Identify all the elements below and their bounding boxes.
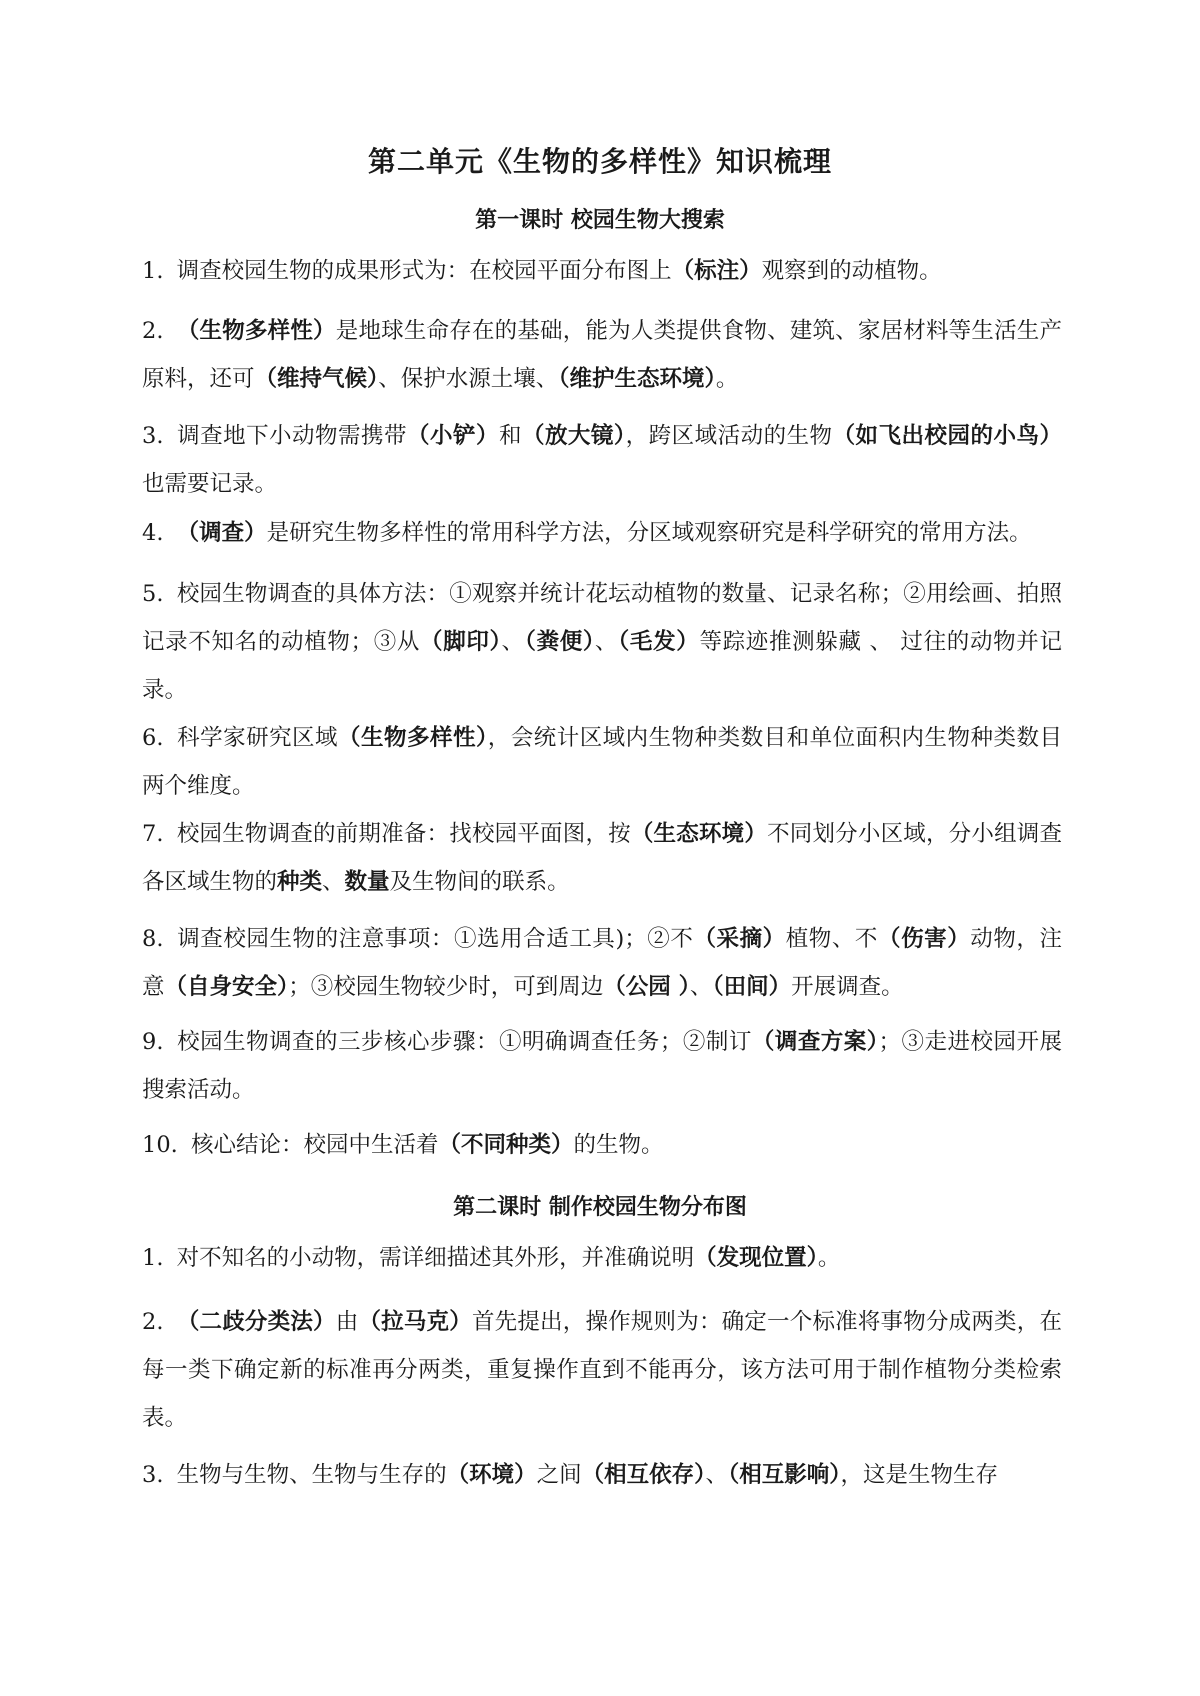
- highlighted-term: （毛发）: [618, 629, 700, 655]
- highlighted-term: （维持气候）: [254, 366, 379, 392]
- item-text: 由: [335, 1309, 359, 1335]
- highlighted-term: （如飞出校园的小鸟）: [832, 423, 1062, 449]
- item-text: 及生物间的联系。: [389, 869, 570, 895]
- lesson1-heading: 第一课时 校园生物大搜索: [475, 208, 725, 233]
- item-text: 和: [498, 423, 522, 449]
- highlighted-term: （生物多样性）: [176, 318, 336, 344]
- list-item: [142, 915, 1062, 1011]
- item-text: 校园生物调查的具体方法：①观察并统计花坛动植物的数量、记录名称；②用绘画、拍照记录不知名的动植物；③从: [142, 581, 1062, 655]
- highlighted-term: （调查）: [176, 520, 267, 546]
- highlighted-term: （自身安全）: [164, 974, 289, 1000]
- item-text: 、: [705, 1462, 728, 1488]
- document-title: 第二单元《生物的多样性》知识梳理: [367, 145, 832, 178]
- highlighted-term: （小铲）: [407, 423, 499, 449]
- item-text: 对不知名的小动物，需详细描述其外形，并准确说明: [176, 1245, 695, 1271]
- item-number: 3.: [142, 1462, 171, 1488]
- item-text: 也需要记录。: [142, 471, 278, 497]
- item-text: 调查地下小动物需携带: [177, 423, 407, 449]
- item-text: 校园生物调查的三步核心步骤：①明确调查任务；②制订: [177, 1029, 752, 1055]
- item-number: 9.: [142, 1029, 172, 1055]
- list-item: [142, 412, 1062, 508]
- item-text: 是研究生物多样性的常用科学方法，分区域观察研究是科学研究的常用方法。: [266, 520, 1032, 546]
- highlighted-term: （田间）: [712, 974, 792, 1000]
- list-item: [142, 247, 1062, 295]
- item-number: 3.: [142, 423, 172, 449]
- item-text: 首先提出，操作规则为：确定一个标准将事物分成两类，在每一类下确定新的标准再分两类，重复操作直到不能再分，该方法可用于制作植物分类检索表。: [142, 1309, 1062, 1431]
- list-item: [142, 307, 1062, 403]
- lesson2-heading: 第二课时 制作校园生物分布图: [453, 1195, 747, 1220]
- highlighted-term: （伤害）: [878, 926, 971, 952]
- item-text: 等踪迹推测躲藏 、 过往的动物并记录。: [142, 629, 1062, 703]
- highlighted-term: （相互依存）: [581, 1462, 706, 1488]
- item-text: 不同划分小区域，分小组调查各区域生物的: [142, 821, 1062, 895]
- item-text: 、: [322, 869, 345, 895]
- list-item: [142, 714, 1062, 810]
- item-number: 7.: [142, 821, 171, 847]
- item-text: 是地球生命存在的基础，能为人类提供食物、建筑、家居材料等生活生产原料，还可: [142, 318, 1062, 392]
- item-number: 2.: [142, 1309, 171, 1335]
- highlighted-term: （不同种类）: [438, 1132, 574, 1158]
- item-text: 科学家研究区域: [177, 725, 339, 751]
- highlighted-term: 种类: [277, 869, 323, 895]
- highlighted-term: 数量: [344, 869, 390, 895]
- highlighted-term: （拉马克）: [358, 1309, 472, 1335]
- item-number: 1.: [142, 258, 171, 284]
- highlighted-term: （二歧分类法）: [176, 1309, 336, 1335]
- highlighted-term: （环境）: [446, 1462, 537, 1488]
- highlighted-term: （发现位置）: [694, 1245, 818, 1271]
- highlighted-term: （相互影响）: [727, 1462, 841, 1488]
- item-text: 生物与生物、生物与生存的: [176, 1462, 447, 1488]
- item-text: ；③走进校园开展搜索活动。: [142, 1029, 1062, 1103]
- item-number: 5.: [142, 581, 171, 607]
- list-item: [142, 570, 1062, 714]
- item-text: ，会统计区域内生物种类数目和单位面积内生物种类数目两个维度。: [142, 725, 1062, 799]
- item-text: 、: [594, 629, 618, 655]
- item-text: 。: [817, 1245, 841, 1271]
- item-number: 4.: [142, 520, 171, 546]
- list-item: [142, 1451, 1062, 1499]
- list-item: [142, 1298, 1062, 1442]
- item-text: 调查校园生物的成果形式为：在校园平面分布图上: [176, 258, 672, 284]
- list-item: [142, 810, 1062, 906]
- highlighted-term: （维护生态环境）: [558, 366, 716, 392]
- highlighted-term: （标注）: [671, 258, 762, 284]
- highlighted-term: （脚印）: [420, 629, 502, 655]
- item-text: 动物，注意: [142, 926, 1062, 1000]
- highlighted-term: （公园 ）: [603, 974, 690, 1000]
- highlighted-term: （采摘）: [693, 926, 786, 952]
- item-text: 、: [689, 974, 713, 1000]
- item-text: 。: [715, 366, 739, 392]
- highlighted-term: （粪便）: [524, 629, 595, 655]
- list-item: [142, 1018, 1062, 1114]
- item-text: 之间: [536, 1462, 582, 1488]
- item-number: 6.: [142, 725, 172, 751]
- list-item: [142, 1234, 1062, 1282]
- highlighted-term: （生态环境）: [630, 821, 768, 847]
- item-text: 核心结论：校园中生活着: [190, 1132, 439, 1158]
- item-text: ，这是生物生存: [840, 1462, 998, 1488]
- item-text: 调查校园生物的注意事项：①选用合适工具)；②不: [177, 926, 694, 952]
- item-text: 观察到的动植物。: [761, 258, 942, 284]
- item-text: 、: [501, 629, 525, 655]
- item-number: 8.: [142, 926, 172, 952]
- item-text: 校园生物调查的前期准备：找校园平面图，按: [176, 821, 631, 847]
- item-text: 开展调查。: [791, 974, 904, 1000]
- list-item: [142, 1121, 1062, 1169]
- list-item: [142, 509, 1062, 557]
- item-number: 2.: [142, 318, 171, 344]
- item-text: 、保护水源土壤、: [378, 366, 559, 392]
- item-number: 10.: [142, 1132, 185, 1158]
- highlighted-term: （调查方案）: [751, 1029, 879, 1055]
- item-text: ，跨区域活动的生物: [625, 423, 833, 449]
- highlighted-term: （放大镜）: [521, 423, 626, 449]
- item-number: 1.: [142, 1245, 171, 1271]
- item-text: 的生物。: [573, 1132, 664, 1158]
- item-text: ；③校园生物较少时，可到周边: [288, 974, 604, 1000]
- item-text: 植物、不: [785, 926, 878, 952]
- highlighted-term: （生物多样性）: [338, 725, 488, 751]
